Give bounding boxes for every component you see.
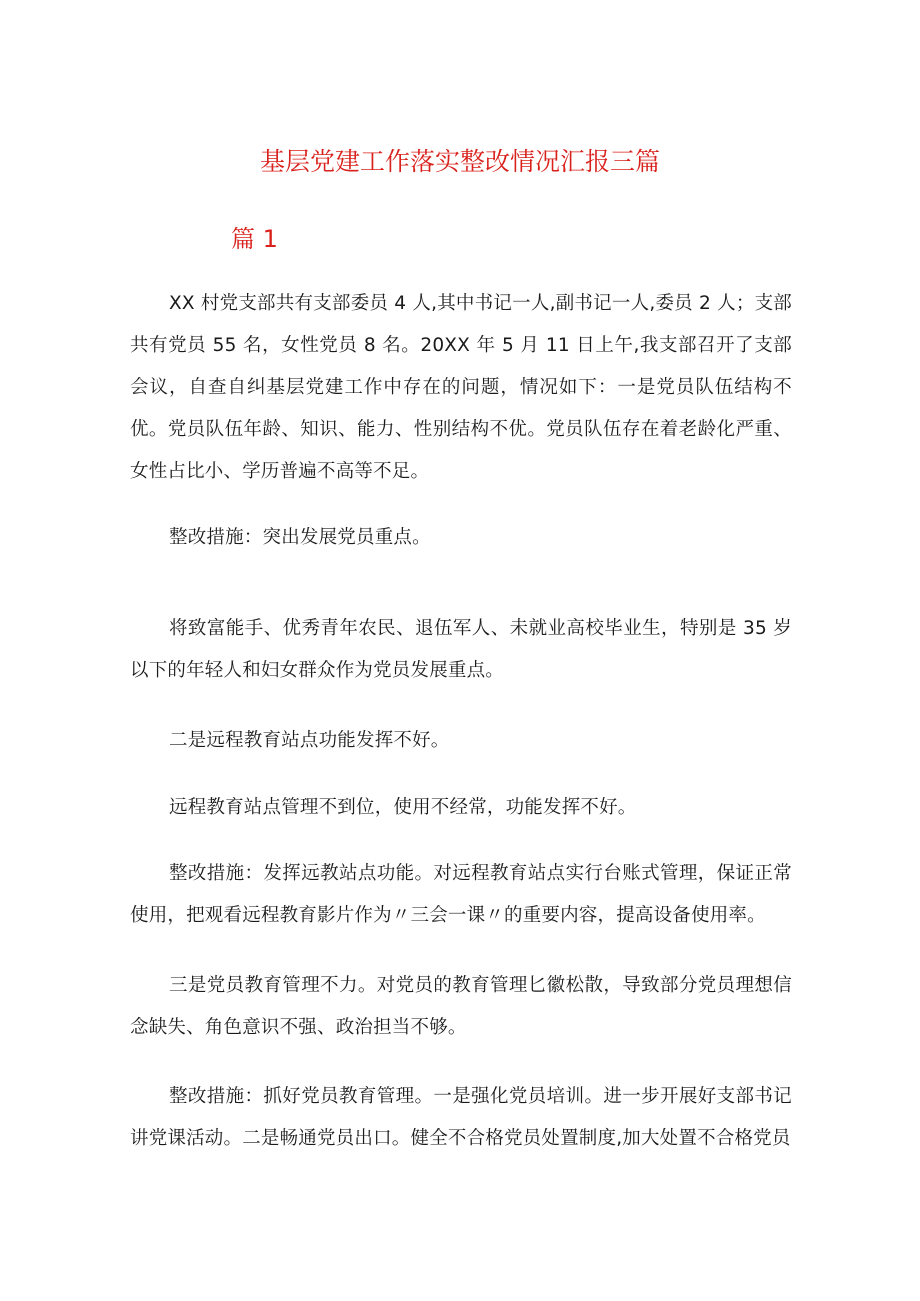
paragraph-problem-3: 三是党员教育管理不力。对党员的教育管理匕徽松散，导致部分党员理想信念缺失、角色意识不强、政治担当不够。 (130, 975, 792, 1038)
paragraph-intro: XX 村党支部共有支部委员 4 人,其中书记一人,副书记一人,委员 2 人；支部共有党员 55 名，女性党员 8 名。20XX 年 5 月 11 日上午,我支部召开了支部会议，自查自纠基层党建工作中存在的问题，情况如下：一是党员队伍结构不优。党员队伍年龄、知识、能力、性别结构不优。党员队伍存在着老龄化严重、女性占比小、学历普遍不高等不足。 (130, 293, 792, 482)
paragraph-problem-2: 二是远程教育站点功能发挥不好。 (169, 730, 450, 751)
section-heading: 篇 1 (231, 225, 278, 253)
paragraph-measure-3: 整改措施：抓好党员教育管理。一是强化党员培训。进一步开展好支部书记讲党课活动。二是畅通党员出口。健全不合格党员处置制度,加大处置不合格党员 (130, 1086, 792, 1149)
paragraph-measure-2: 整改措施：发挥远教站点功能。对远程教育站点实行台账式管理，保证正常使用，把观看远程教育影片作为〃三会一课〃的重要内容，提高设备使用率。 (130, 863, 792, 926)
paragraph-problem-2-detail: 远程教育站点管理不到位，使用不经常，功能发挥不好。 (169, 797, 637, 818)
paragraph-measure-1-detail: 将致富能手、优秀青年农民、退伍军人、未就业高校毕业生，特别是 35 岁以下的年轻人和妇女群众作为党员发展重点。 (130, 618, 792, 681)
paragraph-measure-1: 整改措施：突出发展党员重点。 (169, 527, 431, 548)
document-title: 基层党建工作落实整改情况汇报三篇 (259, 147, 660, 176)
